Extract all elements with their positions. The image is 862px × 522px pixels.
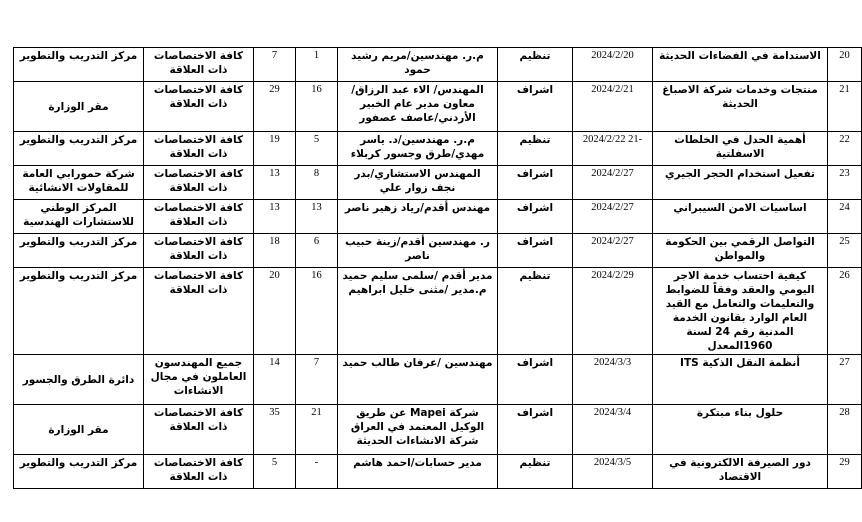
- lecture-type: اشراف: [498, 166, 573, 200]
- lecture-date: 2024/3/5: [573, 455, 653, 489]
- row-number: 24: [828, 200, 862, 234]
- lecture-date: 2024/2/27: [573, 234, 653, 268]
- lecturer-name: المهندس الاستشاري/بدر نجف زوار علي: [338, 166, 498, 200]
- table-row: [14, 82, 862, 132]
- target-audience: كافة الاختصاصات ذات العلاقة: [144, 234, 254, 268]
- participants-count-b: 20: [254, 268, 296, 355]
- lecture-type: اشراف: [498, 234, 573, 268]
- lecture-type: تنظيم: [498, 455, 573, 489]
- target-audience: كافة الاختصاصات ذات العلاقة: [144, 200, 254, 234]
- participants-count-b: 7: [254, 48, 296, 82]
- target-audience: كافة الاختصاصات ذات العلاقة: [144, 48, 254, 82]
- table-row: [14, 455, 862, 489]
- row-number: 29: [828, 455, 862, 489]
- lecture-type: تنظيم: [498, 132, 573, 166]
- lecturer-name: مهندس أقدم/رياد زهير ناصر: [338, 200, 498, 234]
- participants-count-b: 5: [254, 455, 296, 489]
- row-number: 28: [828, 405, 862, 455]
- lecturer-name: ر. مهندسين أقدم/زينة حبيب ناصر: [338, 234, 498, 268]
- table-row: [14, 405, 862, 455]
- table-row: [14, 355, 862, 405]
- participants-count-a: 6: [296, 234, 338, 268]
- participants-count-a: 13: [296, 200, 338, 234]
- lecture-topic: كيفية احتساب خدمة الاجر اليومي والعقد وفقاً للضوابط والتعليمات والتعامل مع القيد العام الوارد بقانون الخدمة المدنية رقم 24 لسنة 1960المعدل: [653, 268, 828, 355]
- table-row: [14, 268, 862, 355]
- lecturer-name: المهندس/ الاء عبد الرزاق/معاون مدير عام الخبير الأردني/عاصف عصفور: [338, 82, 498, 132]
- lecture-location: مركز التدريب والتطوير: [14, 132, 144, 166]
- target-audience: كافة الاختصاصات ذات العلاقة: [144, 166, 254, 200]
- table-row: [14, 166, 862, 200]
- lecture-topic: منتجات وخدمات شركة الاصباغ الحديثة: [653, 82, 828, 132]
- participants-count-a: 16: [296, 268, 338, 355]
- target-audience: كافة الاختصاصات ذات العلاقة: [144, 132, 254, 166]
- lecture-topic: حلول بناء مبتكرة: [653, 405, 828, 455]
- participants-count-b: 14: [254, 355, 296, 405]
- lecture-topic: أنظمة النقل الذكية ITS: [653, 355, 828, 405]
- lecture-type: اشراف: [498, 355, 573, 405]
- table-row: [14, 48, 862, 82]
- row-number: 23: [828, 166, 862, 200]
- lecture-type: تنظيم: [498, 268, 573, 355]
- participants-count-b: 29: [254, 82, 296, 132]
- participants-count-b: 13: [254, 166, 296, 200]
- lectures-table: [13, 47, 862, 489]
- row-number: 20: [828, 48, 862, 82]
- target-audience: جميع المهندسون العاملون في مجال الانشاءات: [144, 355, 254, 405]
- lecture-location: دائرة الطرق والجسور: [14, 355, 144, 405]
- lecturer-name: م.ر. مهندسين/مريم رشيد حمود: [338, 48, 498, 82]
- lecture-type: اشراف: [498, 82, 573, 132]
- target-audience: كافة الاختصاصات ذات العلاقة: [144, 268, 254, 355]
- lecture-topic: أهمية الحدل في الخلطات الاسفلتية: [653, 132, 828, 166]
- target-audience: كافة الاختصاصات ذات العلاقة: [144, 405, 254, 455]
- lecture-topic: الاستدامة في الفضاءات الحديثة: [653, 48, 828, 82]
- participants-count-b: 18: [254, 234, 296, 268]
- participants-count-a: 5: [296, 132, 338, 166]
- lecture-topic: تفعيل استخدام الحجر الجيري: [653, 166, 828, 200]
- lecture-topic: اساسيات الامن السيبراني: [653, 200, 828, 234]
- table-row: [14, 132, 862, 166]
- lecturer-name: م.ر. مهندسين/د. ياسر مهدي/طرق وجسور كربلاء: [338, 132, 498, 166]
- lecturer-name: مهندسين /عرفان طالب حميد: [338, 355, 498, 405]
- table-row: [14, 200, 862, 234]
- lecture-date: -21 2024/2/22: [573, 132, 653, 166]
- participants-count-b: 19: [254, 132, 296, 166]
- lecture-location: مقر الوزارة: [14, 405, 144, 455]
- lecture-location: مركز التدريب والتطوير: [14, 455, 144, 489]
- participants-count-a: 1: [296, 48, 338, 82]
- lecture-topic: التواصل الرقمي بين الحكومة والمواطن: [653, 234, 828, 268]
- lecture-location: مقر الوزارة: [14, 82, 144, 132]
- participants-count-a: 7: [296, 355, 338, 405]
- participants-count-a: 16: [296, 82, 338, 132]
- lecture-date: 2024/3/3: [573, 355, 653, 405]
- participants-count-b: 13: [254, 200, 296, 234]
- row-number: 22: [828, 132, 862, 166]
- row-number: 27: [828, 355, 862, 405]
- participants-count-b: 35: [254, 405, 296, 455]
- lecture-location: مركز التدريب والتطوير: [14, 268, 144, 355]
- row-number: 25: [828, 234, 862, 268]
- table-row: [14, 234, 862, 268]
- lecture-type: تنظيم: [498, 48, 573, 82]
- lecture-date: 2024/2/20: [573, 48, 653, 82]
- lecture-date: 2024/2/29: [573, 268, 653, 355]
- lecture-type: اشراف: [498, 200, 573, 234]
- row-number: 26: [828, 268, 862, 355]
- lecture-date: 2024/2/27: [573, 166, 653, 200]
- lecture-location: مركز التدريب والتطوير: [14, 234, 144, 268]
- participants-count-a: 21: [296, 405, 338, 455]
- lecture-type: اشراف: [498, 405, 573, 455]
- lecturer-name: مدير حسابات/احمد هاشم: [338, 455, 498, 489]
- target-audience: كافة الاختصاصات ذات العلاقة: [144, 82, 254, 132]
- lecturer-name: مدير أقدم /سلمى سليم حميد م.مدير /مثنى خليل ابراهيم: [338, 268, 498, 355]
- lecture-topic: دور الصيرفة الالكترونية في الاقتصاد: [653, 455, 828, 489]
- lecture-date: 2024/2/27: [573, 200, 653, 234]
- participants-count-a: 8: [296, 166, 338, 200]
- lecture-date: 2024/2/21: [573, 82, 653, 132]
- lecturer-name: شركة Mapei عن طريق الوكيل المعتمد في العراق شركة الانشاءات الحديثة: [338, 405, 498, 455]
- row-number: 21: [828, 82, 862, 132]
- participants-count-a: -: [296, 455, 338, 489]
- target-audience: كافة الاختصاصات ذات العلاقة: [144, 455, 254, 489]
- lecture-location: مركز التدريب والتطوير: [14, 48, 144, 82]
- lecture-location: شركة حمورابي العامة للمقاولات الانشائية: [14, 166, 144, 200]
- lecture-date: 2024/3/4: [573, 405, 653, 455]
- lecture-location: المركز الوطني للاستشارات الهندسية: [14, 200, 144, 234]
